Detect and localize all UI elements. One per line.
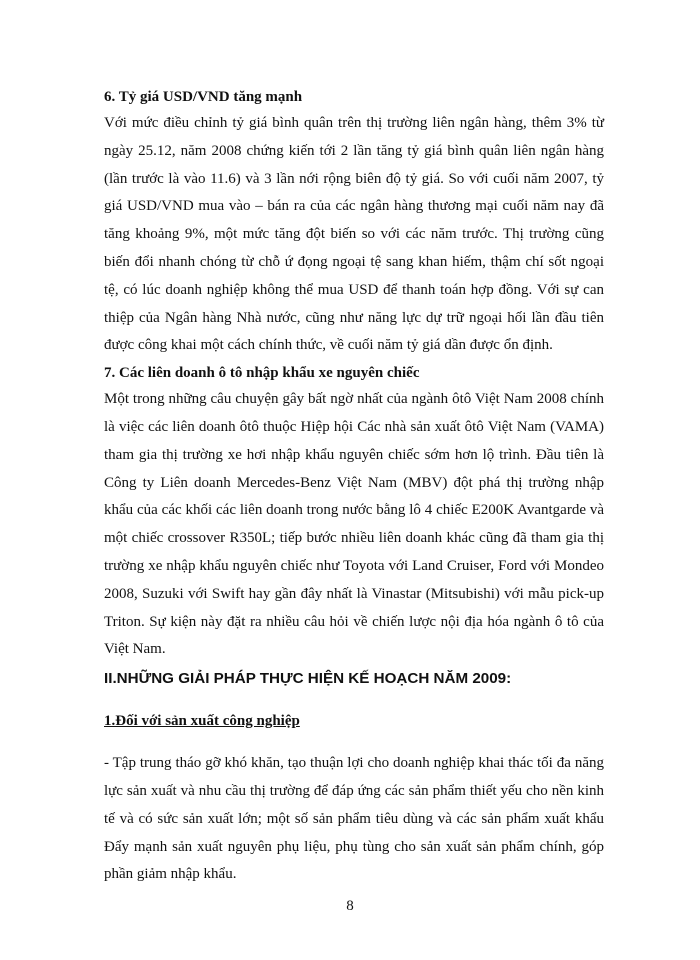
- part-2-heading: II.NHỮNG GIẢI PHÁP THỰC HIỆN KẾ HOẠCH NĂM 2009:: [104, 670, 512, 688]
- section-7-paragraph: Một trong những câu chuyện gây bất ngờ nhất của ngành ôtô Việt Nam 2008 chính là việc các liên doanh ôtô thuộc Hiệp hội Các nhà sản xuất ôtô Việt Nam (VAMA) tham gia thị trường xe hơi nhập khẩu nguyên chiếc sớm hơn lộ trình. Đầu tiên là Công ty Liên doanh Mercedes-Benz Việt Nam (MBV) đột phá thị trường nhập khẩu của các khối các liên doanh trong nước bằng lô 4 chiếc E200K Avantgarde và một chiếc crossover R350L; tiếp bước nhiều liên doanh khác cũng đã tham gia thị trường xe nhập khẩu nguyên chiếc như Toyota với Land Cruiser, Ford với Mondeo 2008, Suzuki với Swift hay gần đây nhất là Vinastar (Mitsubishi) với mẫu pick-up Triton. Sự kiện này đặt ra nhiều câu hỏi về chiến lược nội địa hóa ngành ô tô của Việt Nam.: [104, 391, 604, 658]
- page-content: [104, 84, 604, 889]
- section-6-paragraph: Với mức điều chỉnh tỷ giá bình quân trên thị trường liên ngân hàng, thêm 3% từ ngày 25.12, năm 2008 chứng kiến tới 2 lần tăng tỷ giá bình quân liên ngân hàng (lần trước là vào 11.6) và 3 lần nới rộng biên độ tỷ giá. So với cuối năm 2007, tỷ giá USD/VND mua vào – bán ra của các ngân hàng thương mại cuối năm nay đã tăng khoảng 9%, một mức tăng đột biến so với các năm trước. Thị trường cũng biến đổi nhanh chóng từ chỗ ứ đọng ngoại tệ sang khan hiếm, thậm chí sốt ngoại tệ, có lúc doanh nghiệp không thể mua USD để thanh toán hợp đồng. Với sự can thiệp của Ngân hàng Nhà nước, cũng như năng lực dự trữ ngoại hối lần đầu tiên được công khai một cách chính thức, về cuối năm tỷ giá dần được ổn định.: [104, 115, 604, 354]
- subsection-1-heading: [104, 708, 604, 734]
- section-7-heading: 7. Các liên doanh ô tô nhập khẩu xe nguyên chiếc: [104, 365, 420, 382]
- subsection-1-paragraph: - Tập trung tháo gỡ khó khăn, tạo thuận lợi cho doanh nghiệp khai thác tối đa năng lực sản xuất và nhu cầu thị trường để đáp ứng các sản phẩm thiết yếu cho nền kinh tế và có sức sản xuất lớn; một số sản phẩm tiêu dùng và các sản phẩm xuất khẩu Đẩy mạnh sản xuất nguyên phụ liệu, phụ tùng cho sản xuất sản phẩm chính, góp phần giảm nhập khẩu.: [104, 755, 604, 883]
- subsection-1-heading-text: 1.Đối với sản xuất công nghiệp: [104, 713, 300, 730]
- section-6-heading: 6. Tỷ giá USD/VND tăng mạnh: [104, 89, 303, 105]
- page-number: 8: [346, 898, 354, 914]
